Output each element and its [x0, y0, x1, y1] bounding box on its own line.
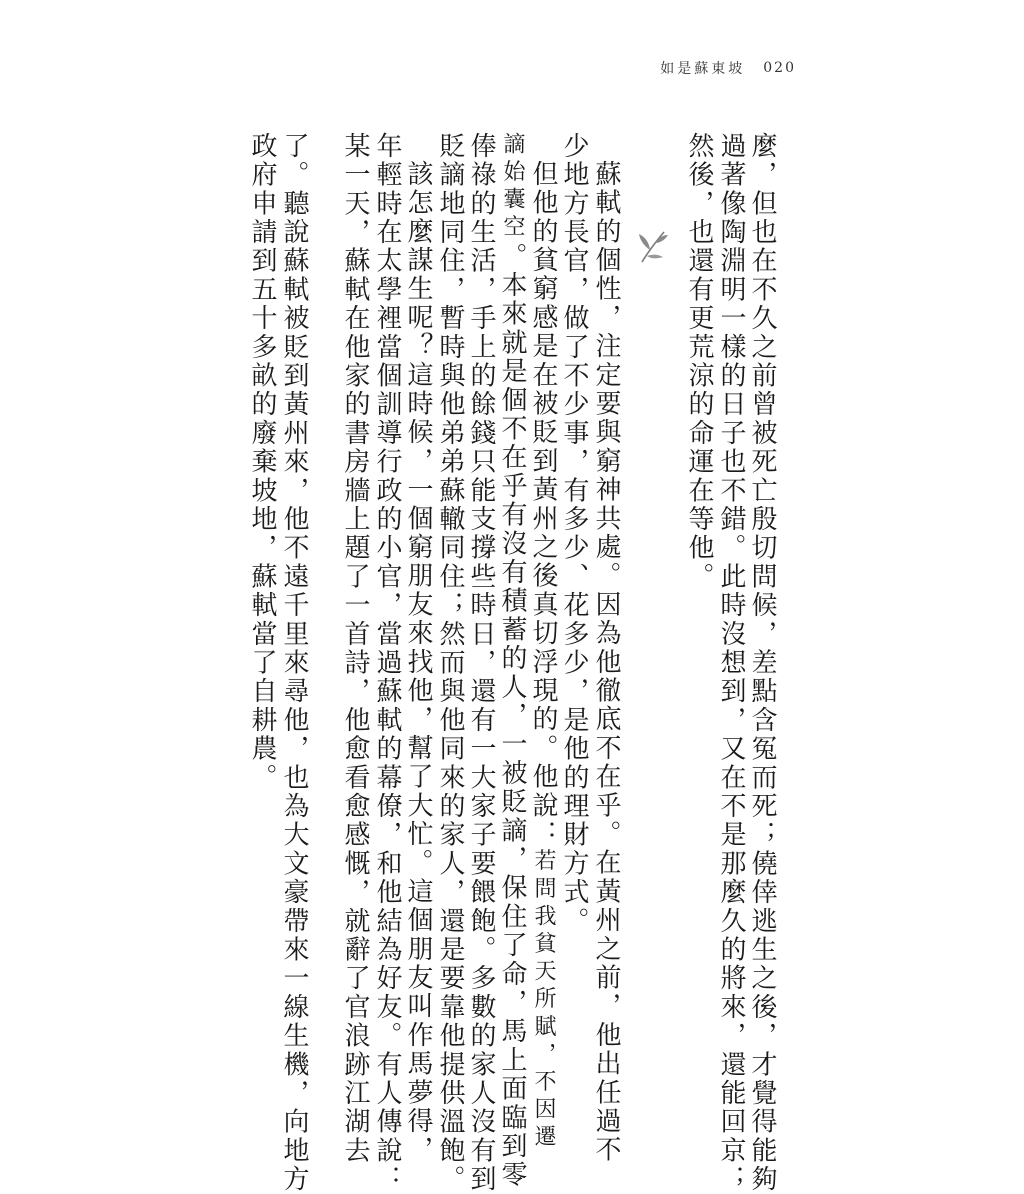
text-column: 該怎麼謀生呢？這時候，一個窮朋友來找他，幫了大忙。這個朋友叫作馬夢得，: [403, 160, 433, 1165]
text-column: 俸祿的生活，手上的餘錢只能支撐些時日，還有一大家子要餵飽。多數的家人沒有到: [466, 132, 496, 1194]
text-column: 過著像陶淵明一樣的日子也不錯。此時沒想到，又在不是那麼久的將來，還能回京；: [716, 132, 746, 1194]
poem-quote: 謫始囊空: [500, 132, 525, 243]
text-column: [530, 160, 556, 1152]
text-column: 蘇軾的個性，注定要與窮神共處。因為他徹底不在乎。在黃州之前，他出任過不: [591, 160, 621, 1165]
text-column: 政府申請到五十多畝的廢棄坡地，蘇軾當了自耕農。: [247, 132, 277, 793]
column-text: 。本來就是個不在乎有沒有積蓄的人，一被貶謫，保住了命，馬上面臨到零: [497, 242, 527, 1190]
text-column: 了。聽說蘇軾被貶到黃州來，他不遠千里來尋他，也為大文豪帶來一線生機，向地方: [279, 132, 309, 1194]
column-text: 但他的貧窮感是在被貶到黃州之後真切浮現的。他說：: [528, 160, 558, 849]
text-column: 然後，也還有更荒涼的命運在等他。: [684, 132, 714, 592]
text-column: 麼，但也在不久之前曾被死亡殷切問候，差點含冤而死；僥倖逃生之後，才覺得能夠: [747, 132, 777, 1194]
running-head: [660, 58, 796, 78]
page-number: 020: [763, 60, 796, 76]
text-column: [499, 132, 525, 1190]
text-column: 某一天，蘇軾在他家的書房牆上題了一首詩，他愈看愈感慨，就辭了官浪跡江湖去: [340, 132, 370, 1166]
leaf-ornament-icon: [636, 226, 670, 266]
text-column: 貶謫地同住，暫時與他弟弟蘇轍同住；然而與他同來的家人，還是要靠他提供溫飽。: [435, 132, 465, 1194]
text-column: 年輕時在太學裡當個訓導行政的小官，當過蘇軾的幕僚，和他結為好友。有人傳說：: [372, 132, 402, 1194]
book-title: 如是蘇東坡: [660, 61, 746, 77]
poem-quote: 若問我貧天所賦，不因遷: [531, 848, 556, 1153]
text-column: 少地方長官，做了不少事，有多少、花多少，是他的理財方式。: [559, 132, 589, 936]
